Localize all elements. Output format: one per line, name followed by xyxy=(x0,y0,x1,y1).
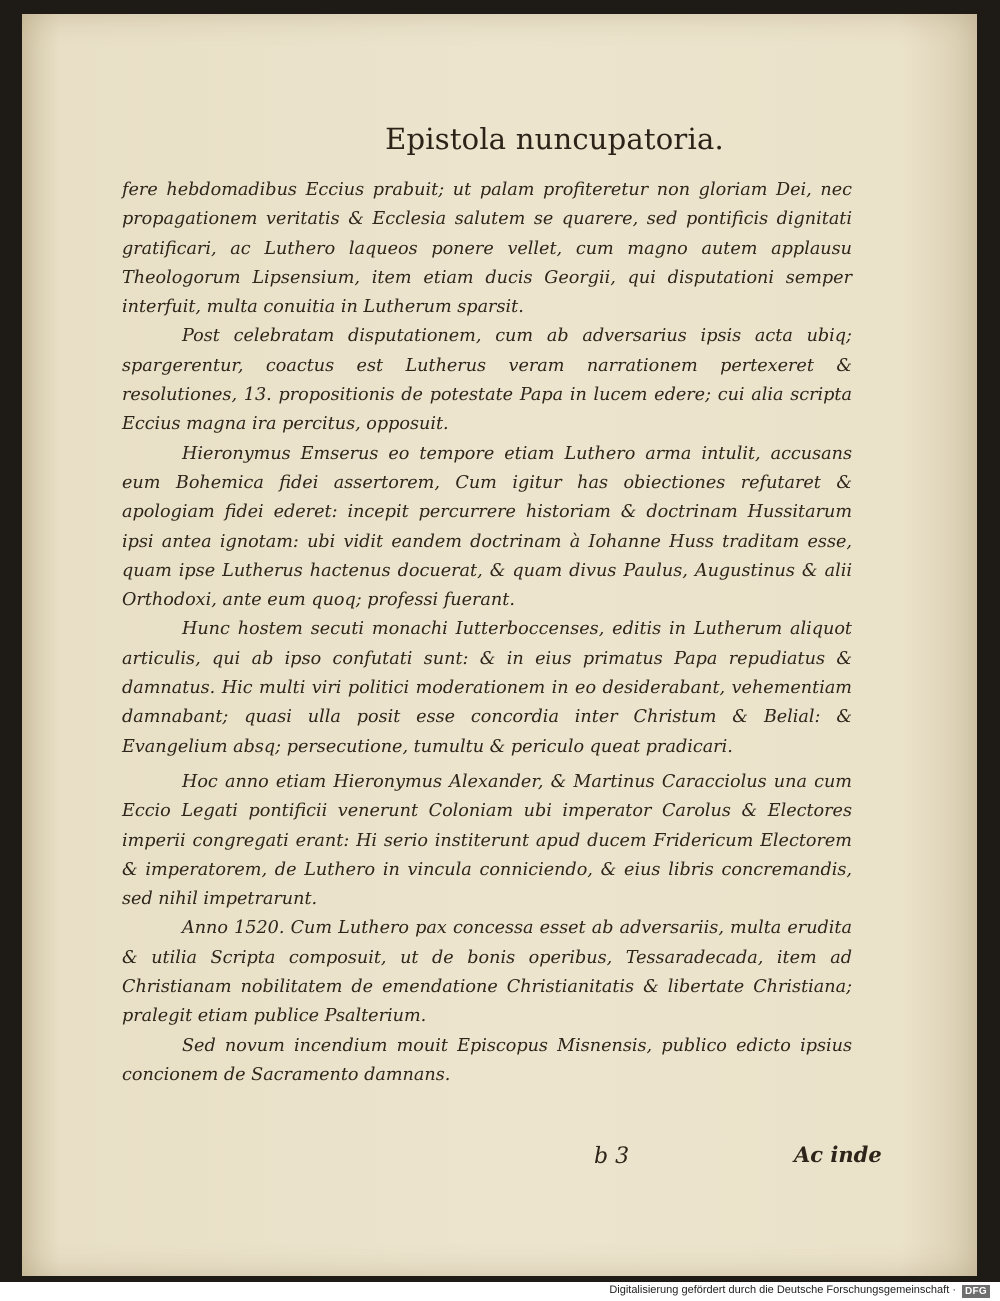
dfg-logo-icon: DFG xyxy=(962,1285,990,1298)
paragraph-3: Hieronymus Emserus eo tempore etiam Luthero arma intulit, accusans eum Bohemica fidei assertorem, Cum igitur has obiectiones refutaret & apologiam fidei ederet: incepit percurrere historiam & doctrinam Hussitarum ipsi antea ignotam: ubi vidit eandem doctrinam à Iohanne Huss traditam esse, quam ipse Lutherus hactenus docuerat, & quam divus Paulus, Augustinus & alii Orthodoxi, ante eum quoq; professi fuerant. xyxy=(122,443,852,611)
paragraph-6: Anno 1520. Cum Luthero pax concessa esset ab adversariis, multa erudita & utilia Scripta composuit, ut de bonis operibus, Tessaradecada, item ad Christianam nobilitatem de emendatione Christianitatis & libertate Christiana; pralegit etiam publice Psalterium. xyxy=(122,918,852,1027)
book-page xyxy=(22,14,977,1276)
paragraph-1: fere hebdomadibus Eccius prabuit; ut palam profiteretur non gloriam Dei, nec propagationem veritatis & Ecclesia salutem se quarere, sed pontificis dignitati gratificari, ac Luthero laqueos ponere vellet, cum magno autem applausu Theologorum Lipsensium, item etiam ducis Georgii, qui disputationi semper interfuit, multa conuitia in Lutherum sparsit. xyxy=(122,180,852,318)
paragraph-7: Sed novum incendium mouit Episcopus Misnensis, publico edicto ipsius concionem de Sacramento damnans. xyxy=(122,1035,852,1085)
signature-mark: b 3 xyxy=(594,1144,630,1169)
page-header: Epistola nuncupatoria. xyxy=(385,122,724,156)
credit-bar xyxy=(0,1282,1000,1301)
page-body xyxy=(122,176,852,1090)
catchword: Ac inde xyxy=(794,1142,882,1167)
paragraph-2: Post celebratam disputationem, cum ab adversarius ipsis acta ubiq; spargerentur, coactus est Lutherus veram narrationem pertexeret & resolutiones, 13. propositionis de potestate Papa in lucem edere; cui alia scripta Eccius magna ira percitus, opposuit. xyxy=(122,326,852,435)
paragraph-4: Hunc hostem secuti monachi Iutterboccenses, editis in Lutherum aliquot articulis, qui ab ipso confutati sunt: & in eius primatus Papa repudiatus & damnatus. Hic multi viri politici moderationem in eo desiderabant, vehementiam damnabant; quasi ulla posit esse concordia inter Christum & Belial: & Evangelium absq; persecutione, tumultu & periculo queat pradicari. xyxy=(122,619,852,757)
paragraph-5: Hoc anno etiam Hieronymus Alexander, & Martinus Caracciolus una cum Eccio Legati pontificii venerunt Coloniam ubi imperator Carolus & Electores imperii congregati erant: Hi serio institerunt apud ducem Fridericum Electorem & imperatorem, de Luthero in vincula conniciendo, & eius libris concremandis, sed nihil impetrarunt. xyxy=(122,771,852,910)
credit-text: Digitalisierung gefördert durch die Deutsche Forschungsgemeinschaft · xyxy=(609,1284,956,1296)
